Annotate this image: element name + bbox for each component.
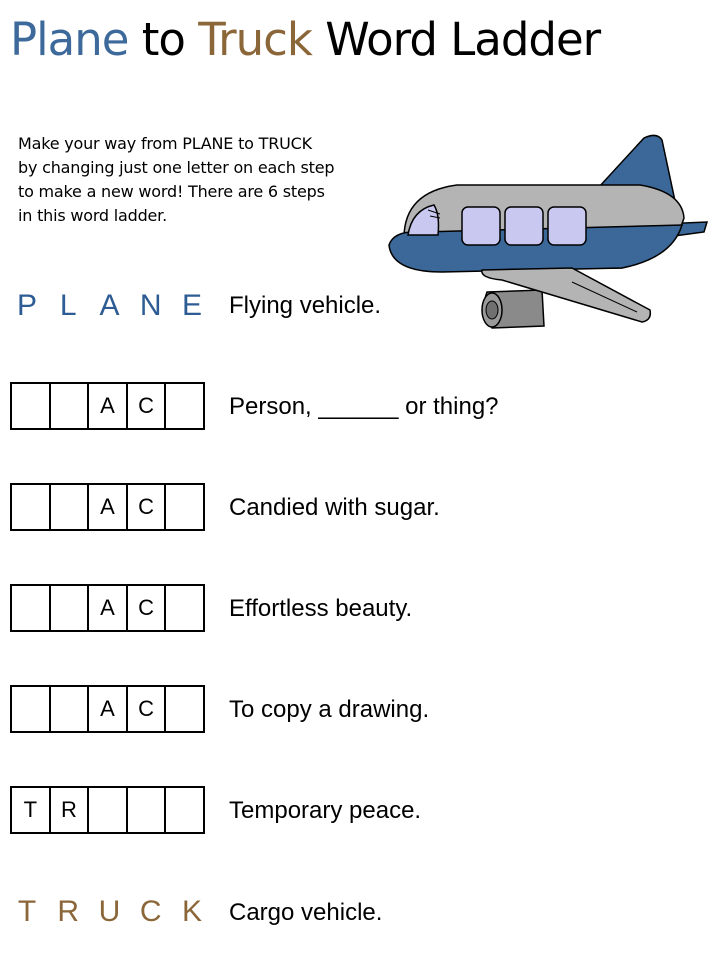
letter-boxes-step-2	[10, 483, 205, 531]
instruction-line: to make a new word! There are 6 steps	[18, 182, 325, 201]
letter-box[interactable]	[12, 485, 49, 529]
airplane-icon	[382, 130, 712, 340]
start-letter: A	[99, 289, 120, 322]
letter-boxes-step-1	[10, 382, 205, 430]
title-truck: Truck	[198, 13, 312, 66]
letter-box[interactable]: C	[126, 586, 165, 630]
letter-box[interactable]	[49, 586, 88, 630]
letter-box[interactable]	[164, 586, 203, 630]
end-word	[12, 888, 207, 936]
end-letter: T	[17, 895, 37, 928]
letter-box[interactable]	[12, 586, 49, 630]
letter-box[interactable]	[164, 687, 203, 731]
letter-box[interactable]	[164, 485, 203, 529]
start-letter: L	[59, 289, 77, 322]
instruction-line: Make your way from PLANE to TRUCK	[18, 134, 312, 153]
letter-box[interactable]	[49, 485, 88, 529]
instruction-line: in this word ladder.	[18, 206, 167, 225]
instruction-line: by changing just one letter on each step	[18, 158, 335, 177]
clue-step-4: To copy a drawing.	[229, 696, 430, 723]
letter-box[interactable]	[126, 788, 165, 832]
clue-step-5: Temporary peace.	[229, 797, 422, 824]
letter-box[interactable]: C	[126, 384, 165, 428]
title-to: to	[128, 13, 199, 66]
letter-box[interactable]	[12, 687, 49, 731]
letter-boxes-step-4	[10, 685, 205, 733]
letter-box[interactable]: A	[87, 687, 126, 731]
end-letter: C	[139, 895, 162, 928]
clue-step-1: Person, ______ or thing?	[229, 393, 499, 420]
page-title	[10, 10, 710, 70]
letter-box[interactable]	[12, 384, 49, 428]
clue-step-2: Candied with sugar.	[229, 494, 440, 521]
letter-box[interactable]: R	[49, 788, 88, 832]
letter-box[interactable]	[164, 788, 203, 832]
start-word	[12, 282, 207, 330]
start-letter: N	[139, 289, 162, 322]
letter-box[interactable]	[49, 384, 88, 428]
clue-step-3: Effortless beauty.	[229, 595, 413, 622]
letter-box[interactable]: C	[126, 485, 165, 529]
letter-box[interactable]: A	[87, 384, 126, 428]
end-letter: K	[181, 895, 202, 928]
end-letter: U	[98, 895, 121, 928]
letter-box[interactable]	[87, 788, 126, 832]
end-letter: R	[57, 895, 80, 928]
letter-box[interactable]: T	[23, 797, 38, 822]
letter-boxes-step-5	[10, 786, 205, 834]
start-letter: P	[16, 289, 37, 322]
letter-box[interactable]: A	[87, 586, 126, 630]
letter-box[interactable]	[49, 687, 88, 731]
title-word-ladder: Word Ladder	[311, 13, 601, 66]
instructions	[18, 132, 398, 228]
end-clue: Cargo vehicle.	[229, 899, 383, 926]
start-clue: Flying vehicle.	[229, 292, 382, 319]
title-plane: Plane	[10, 13, 129, 66]
letter-boxes-step-3	[10, 584, 205, 632]
letter-box[interactable]: A	[87, 485, 126, 529]
letter-box[interactable]	[164, 384, 203, 428]
letter-box[interactable]: C	[126, 687, 165, 731]
start-letter: E	[181, 289, 202, 322]
